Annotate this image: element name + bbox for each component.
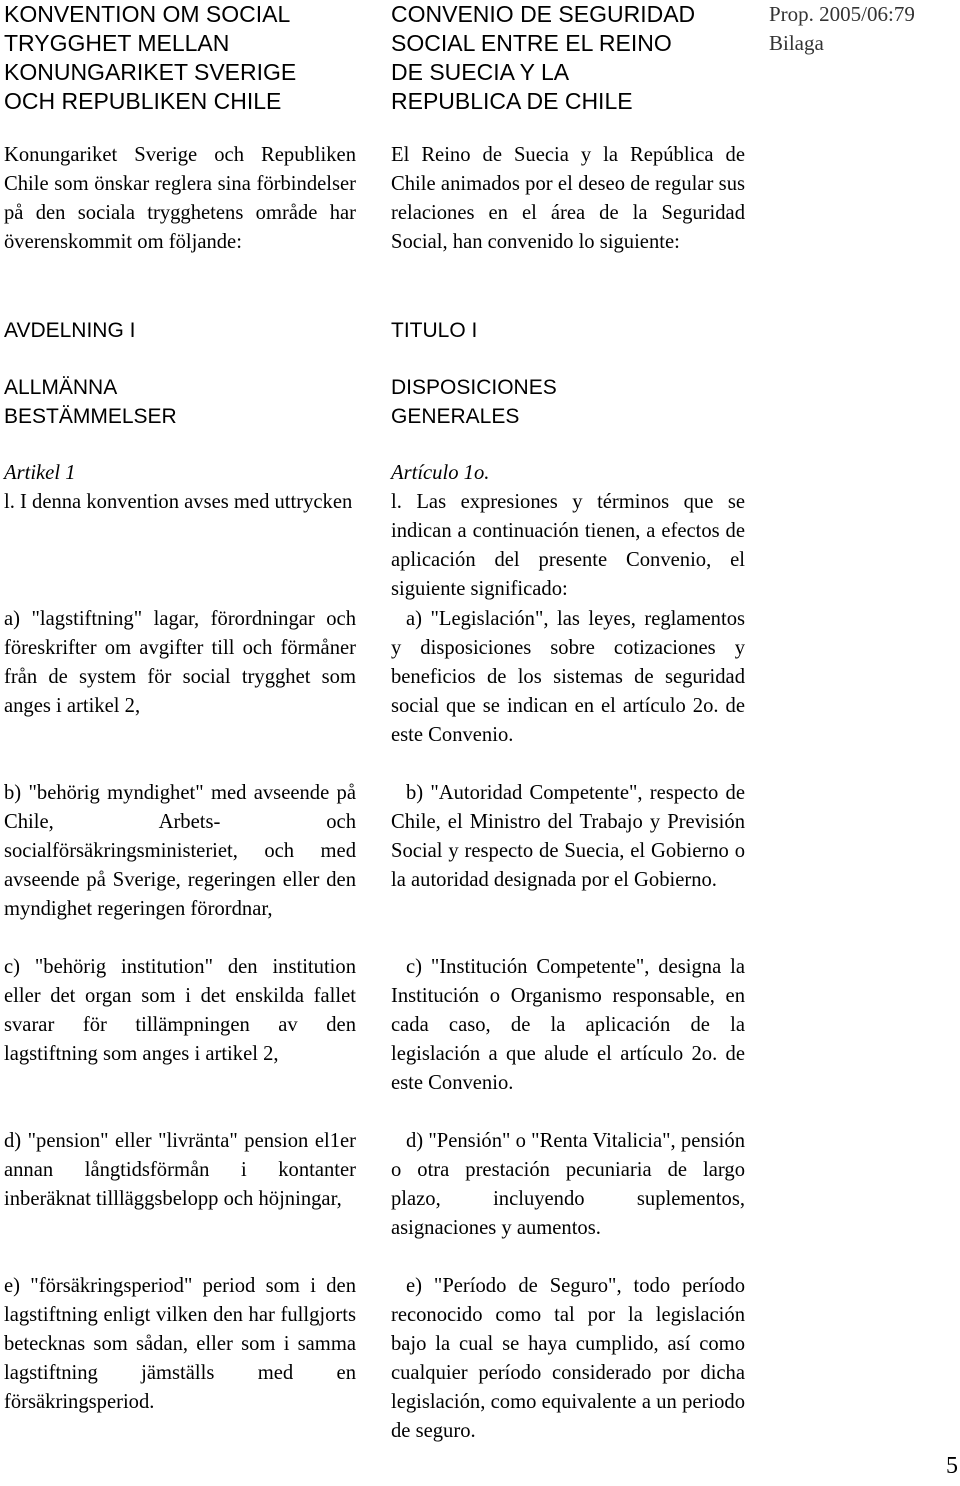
title-line: SOCIAL ENTRE EL REINO — [391, 30, 672, 56]
item-a-spanish — [391, 605, 745, 750]
title-line: REPUBLICA DE CHILE — [391, 88, 633, 114]
definition-item: a) "Legislación", las leyes, reglamentos y disposiciones sobre cotizaciones y beneficios de los sistemas de seguridad social que se indican en el artículo 2o. de este Convenio. — [391, 608, 745, 746]
definition-item: a) "lagstiftning" lagar, förordningar och föreskrifter om avgifter till och förmåner från de system för social trygghet som anges i artikel 2, — [4, 608, 356, 717]
title-swedish — [4, 0, 356, 116]
definition-item: d) "pension" eller "livränta" pension el1er annan långtidsförmån i kontanter inberäknat tillläggsbelopp och höjningar, — [4, 1130, 356, 1210]
article-paragraph: l. I denna konvention avses med uttrycken — [4, 491, 353, 513]
section-title-spanish — [391, 316, 745, 345]
article-heading-spanish — [391, 459, 745, 488]
para-1-swedish — [4, 488, 356, 517]
item-c-spanish — [391, 953, 745, 1098]
article-heading-swedish — [4, 459, 356, 488]
title-line: OCH REPUBLIKEN CHILE — [4, 88, 282, 114]
definition-item: b) "behörig myndighet" med avseende på Chile, Arbets- och socialförsäkringsministeriet, och med avseende på Sverige, regeringen eller den myndighet regeringen förordnar, — [4, 782, 356, 920]
section-subtitle-swedish — [4, 373, 356, 431]
definition-item: e) "försäkringsperiod" period som i den lagstiftning enligt vilken den har fullgjorts betecknas som sådan, eller som i samma lagstiftning jämställs med en försäkringsperiod. — [4, 1275, 356, 1413]
title-spanish — [391, 0, 745, 116]
definition-item: e) "Período de Seguro", todo período reconocido como tal por la legislación bajo la cual se haya cumplido, así como cualquier período considerado por dicha legislación, como equivalente a un periodo de seguro. — [391, 1275, 745, 1442]
definition-item: c) "behörig institution" den institution eller det organ som i det enskilda fallet svarar för tillämpningen av den lagstiftning som anges i artikel 2, — [4, 956, 356, 1065]
appendix-label: Bilaga — [769, 31, 824, 55]
proposition-reference — [769, 0, 959, 58]
section-title-swedish — [4, 316, 356, 345]
title-line: KONVENTION OM SOCIAL — [4, 1, 291, 27]
title-line: DE SUECIA Y LA — [391, 59, 570, 85]
section-subtitle-line: BESTÄMMELSER — [4, 405, 177, 428]
title-line: TRYGGHET MELLAN — [4, 30, 230, 56]
section-subtitle-line: DISPOSICIONES — [391, 376, 557, 399]
item-d-swedish — [4, 1127, 356, 1214]
definition-item: b) "Autoridad Competente", respecto de Chile, el Ministro del Trabajo y Previsión Social y respecto de Suecia, el Gobierno o la autoridad designada por el Gobierno. — [391, 782, 745, 891]
para-1-spanish — [391, 488, 745, 604]
page-number: 5 — [946, 1453, 958, 1479]
item-b-swedish — [4, 779, 356, 924]
item-e-swedish — [4, 1272, 356, 1417]
article-heading: Artikel 1 — [4, 462, 76, 484]
item-d-spanish — [391, 1127, 745, 1243]
proposition-number: Prop. 2005/06:79 — [769, 2, 915, 26]
intro-swedish — [4, 141, 356, 257]
section-subtitle-line: GENERALES — [391, 405, 520, 428]
section-subtitle-spanish — [391, 373, 745, 431]
definition-item: d) "Pensión" o "Renta Vitalicia", pensión o otra prestación pecuniaria de largo plazo, incluyendo suplementos, asignaciones y aumentos. — [391, 1130, 745, 1239]
section-title: AVDELNING I — [4, 319, 136, 342]
item-a-swedish — [4, 605, 356, 721]
article-heading: Artículo 1o. — [391, 462, 490, 484]
article-paragraph: l. Las expresiones y términos que se indican a continuación tienen, a efectos de aplicación del presente Convenio, el siguiente significado: — [391, 491, 745, 600]
section-title: TITULO I — [391, 319, 478, 342]
item-e-spanish — [391, 1272, 745, 1446]
intro-paragraph: El Reino de Suecia y la República de Chile animados por el deseo de regular sus relaciones en el área de la Seguridad Social, han convenido lo siguiente: — [391, 144, 745, 253]
section-subtitle-line: ALLMÄNNA — [4, 376, 118, 399]
definition-item: c) "Institución Competente", designa la Institución o Organismo responsable, en cada caso, de la aplicación de la legislación a que alude el artículo 2o. de este Convenio. — [391, 956, 745, 1094]
item-b-spanish — [391, 779, 745, 895]
title-line: CONVENIO DE SEGURIDAD — [391, 1, 696, 27]
item-c-swedish — [4, 953, 356, 1069]
intro-spanish — [391, 141, 745, 257]
title-line: KONUNGARIKET SVERIGE — [4, 59, 297, 85]
intro-paragraph: Konungariket Sverige och Republiken Chile som önskar reglera sina förbindelser på den sociala trygghetens område har överenskommit om följande: — [4, 144, 356, 253]
